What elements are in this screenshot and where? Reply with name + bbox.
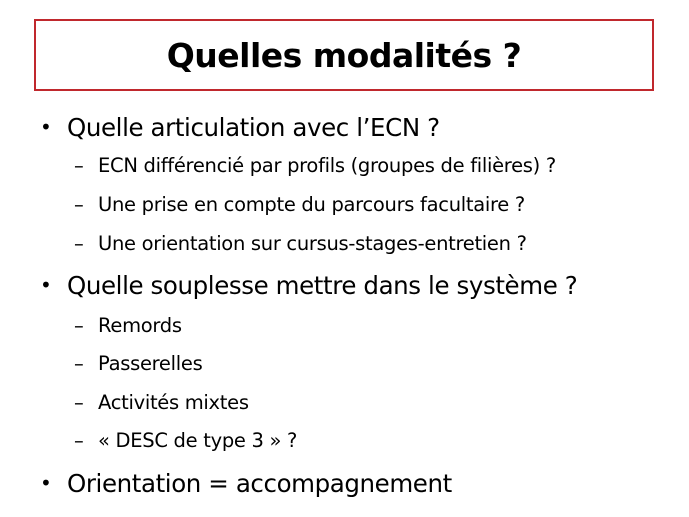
dash-icon: – — [74, 154, 84, 177]
sub-bullet-text: Passerelles — [98, 352, 203, 375]
sub-bullet-text: Activités mixtes — [98, 391, 249, 414]
bullet-text: Quelle souplesse mettre dans le système ? — [67, 271, 578, 300]
bullet-icon: • — [40, 471, 52, 495]
dash-icon: – — [74, 193, 84, 216]
sub-bullet-text: Une orientation sur cursus-stages-entretien ? — [98, 232, 527, 255]
sub-bullet-item — [74, 153, 556, 179]
dash-icon: – — [74, 232, 84, 255]
sub-bullet-text: ECN différencié par profils (groupes de filières) ? — [98, 154, 556, 177]
bullet-item — [40, 270, 577, 301]
slide-title: Quelles modalités ? — [166, 35, 522, 75]
sub-bullet-item — [74, 231, 527, 257]
dash-icon: – — [74, 352, 84, 375]
dash-icon: – — [74, 429, 84, 452]
bullet-icon: • — [40, 273, 52, 297]
bullet-text: Orientation = accompagnement — [67, 469, 452, 498]
sub-bullet-text: Remords — [98, 314, 182, 337]
sub-bullet-item — [74, 390, 249, 416]
sub-bullet-item — [74, 192, 525, 218]
bullet-icon: • — [40, 115, 52, 139]
sub-bullet-text: « DESC de type 3 » ? — [98, 429, 298, 452]
dash-icon: – — [74, 391, 84, 414]
bullet-item — [40, 468, 452, 499]
sub-bullet-text: Une prise en compte du parcours facultaire ? — [98, 193, 525, 216]
sub-bullet-item — [74, 428, 297, 454]
sub-bullet-item — [74, 313, 182, 339]
bullet-text: Quelle articulation avec l’ECN ? — [67, 113, 440, 142]
bullet-item — [40, 112, 440, 143]
sub-bullet-item — [74, 351, 202, 377]
dash-icon: – — [74, 314, 84, 337]
